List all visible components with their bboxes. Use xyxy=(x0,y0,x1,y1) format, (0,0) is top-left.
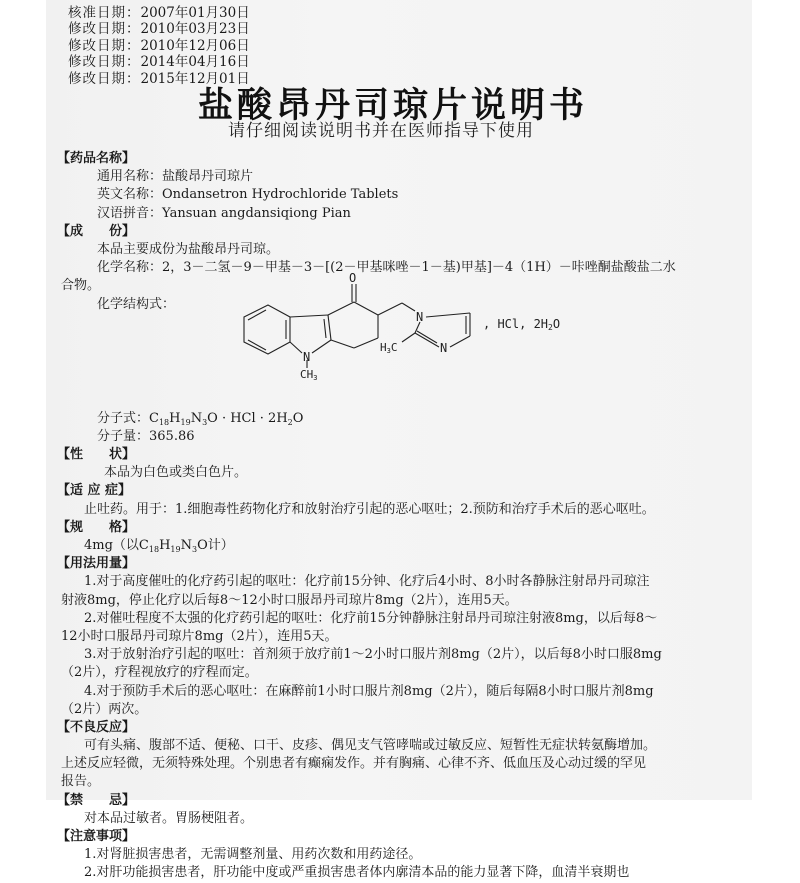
formula-sub: 3 xyxy=(202,417,208,427)
structure-label: 化学结构式： xyxy=(97,296,176,312)
date-row xyxy=(68,21,250,37)
spec-part: O计） xyxy=(197,538,234,553)
formula-part: O · HCl · 2H xyxy=(207,410,288,426)
structure-sub: 2 xyxy=(548,323,553,332)
date-row xyxy=(68,38,250,54)
svg-text:CH3 xyxy=(300,368,317,380)
adverse-line: 报告。 xyxy=(61,774,101,790)
date-value: 2015年12月01日 xyxy=(140,70,250,87)
dosage-line: 12小时口服昂丹司琼片8mg（2片），连用5天。 xyxy=(61,628,338,644)
precaution-line: 2.对肝功能损害患者，肝功能中度或严重损害患者体内廓清本品的能力显著下降，血清半衰期也 xyxy=(84,865,630,881)
section-header-appearance: 【性 状】 xyxy=(57,447,136,463)
date-value: 2010年12月06日 xyxy=(140,37,250,54)
dosage-line: 1.对于高度催吐的化疗药引起的呕吐：化疗前15分钟、化疗后4小时、8小时各静脉注射昂丹司琼注 xyxy=(84,574,650,590)
specification-text xyxy=(57,537,757,555)
formula-label: 分子式： xyxy=(97,410,150,426)
indications-text: 止吐药。用于：1.细胞毒性药物化疗和放射治疗引起的恶心呕吐；2.预防和治疗手术后的恶心呕吐。 xyxy=(84,501,655,517)
formula-sub: 2 xyxy=(287,417,293,427)
date-value: 2010年03月23日 xyxy=(140,21,250,38)
dosage-line: （2片），疗程视放疗的疗程而定。 xyxy=(61,665,258,681)
date-label: 修改日期： xyxy=(68,37,141,54)
section-header-precautions: 【注意事项】 xyxy=(57,829,136,844)
structure-atom: N xyxy=(416,310,424,324)
section-header-composition: 【成 份】 xyxy=(57,223,136,239)
structure-atom: CH xyxy=(300,368,314,380)
ondansetron-structure-icon xyxy=(230,270,600,380)
chemical-name-cont: 合物。 xyxy=(61,278,101,294)
formula-part: N xyxy=(190,410,203,426)
pinyin-name: 汉语拼音：Yansuan angdansiqiong Pian xyxy=(97,205,351,221)
molecular-weight: 分子量：365.86 xyxy=(97,428,195,444)
dosage-line: 射液8mg，停止化疗以后每8～12小时口服昂丹司琼片8mg（2片），连用5天。 xyxy=(61,592,518,608)
date-row xyxy=(68,5,250,21)
structure-atom: C xyxy=(390,341,398,354)
section-header-adverse-reactions: 【不良反应】 xyxy=(57,719,136,735)
dosage-line: 3.对于放射治疗引起的呕吐：首剂须于放疗前1～2小时口服片剂8mg（2片），以后每8小时口服8mg xyxy=(84,647,662,663)
main-ingredient: 本品主要成份为盐酸昂丹司琼。 xyxy=(97,241,280,257)
section-header-contraindications: 【禁 忌】 xyxy=(57,792,136,808)
date-label: 核准日期： xyxy=(68,5,141,21)
structure-salt: O xyxy=(552,317,561,331)
structure-atom: H xyxy=(380,341,387,354)
structure-atom: N xyxy=(303,350,311,364)
section-header-indications: 【适 应 症】 xyxy=(57,483,132,499)
svg-text:H3C xyxy=(380,341,397,355)
dosage-line: 2.对催吐程度不太强的化疗药引起的呕吐：化疗前15分钟静脉注射昂丹司琼注射液8mg，以后每8～ xyxy=(84,610,658,626)
structure-sub: 3 xyxy=(313,374,318,380)
chemical-structure-diagram xyxy=(230,270,600,380)
section-header-specification: 【规 格】 xyxy=(57,519,136,535)
spec-sub: 3 xyxy=(191,545,198,554)
molecular-formula xyxy=(57,410,757,428)
section-header-dosage: 【用法用量】 xyxy=(57,556,136,572)
formula-part: H xyxy=(169,410,181,426)
date-row xyxy=(68,54,250,70)
section-header-drug-name: 【药品名称】 xyxy=(57,151,136,166)
approval-dates xyxy=(68,5,250,87)
dosage-line: （2片）两次。 xyxy=(61,701,148,717)
dosage-line: 4.对于预防手术后的恶心呕吐：在麻醉前1小时口服片剂8mg（2片），随后每隔8小时口服片剂8mg xyxy=(84,683,654,699)
adverse-line: 可有头痛、腹部不适、便秘、口干、皮疹、偶见支气管哮喘或过敏反应、短暂性无症状转氨酶增加。 xyxy=(84,738,657,754)
contraindications-text: 对本品过敏者。胃肠梗阻者。 xyxy=(84,810,254,826)
svg-text:, HCl, 2H2O xyxy=(483,317,560,332)
appearance-text: 本品为白色或类白色片。 xyxy=(104,465,248,481)
chemical-name: 化学名称：2，3－二氢－9－甲基－3－[(2－甲基咪唑－1－基)甲基]－4（1H）－咔唑酮盐酸盐二水 xyxy=(97,260,676,276)
spec-sub: 19 xyxy=(170,545,181,554)
document-subtitle: 请仔细阅读说明书并在医师指导下使用 xyxy=(228,121,534,141)
formula-sub: 18 xyxy=(158,417,170,427)
formula-part: C xyxy=(149,410,159,426)
english-name: 英文名称：Ondansetron Hydrochloride Tablets xyxy=(97,187,399,203)
date-label: 修改日期： xyxy=(68,70,141,87)
spec-part: H xyxy=(159,538,171,553)
spec-sub: 18 xyxy=(148,545,160,554)
date-value: 2014年04月16日 xyxy=(140,54,250,71)
generic-name: 通用名称：盐酸昂丹司琼片 xyxy=(97,169,254,185)
precaution-line: 1.对肾脏损害患者，无需调整剂量、用药次数和用药途径。 xyxy=(84,847,422,863)
date-value: 2007年01月30日 xyxy=(140,5,250,21)
structure-atom: N xyxy=(440,341,448,355)
date-label: 修改日期： xyxy=(68,21,141,38)
spec-part: N xyxy=(180,538,192,553)
structure-atom: O xyxy=(349,271,357,285)
document-title: 盐酸昂丹司琼片说明书 xyxy=(198,86,589,126)
adverse-line: 上述反应轻微，无须特殊处理。个别患者有癫痫发作。并有胸痛、心律不齐、低血压及心动过缓的罕见 xyxy=(61,756,647,772)
date-label: 修改日期： xyxy=(68,54,141,71)
formula-part: O xyxy=(292,410,304,426)
structure-salt: , HCl, 2H xyxy=(483,317,549,331)
document-body xyxy=(57,150,757,883)
spec-part: 4mg（以C xyxy=(84,538,149,553)
formula-sub: 19 xyxy=(180,417,191,427)
structure-sub: 3 xyxy=(386,347,391,355)
